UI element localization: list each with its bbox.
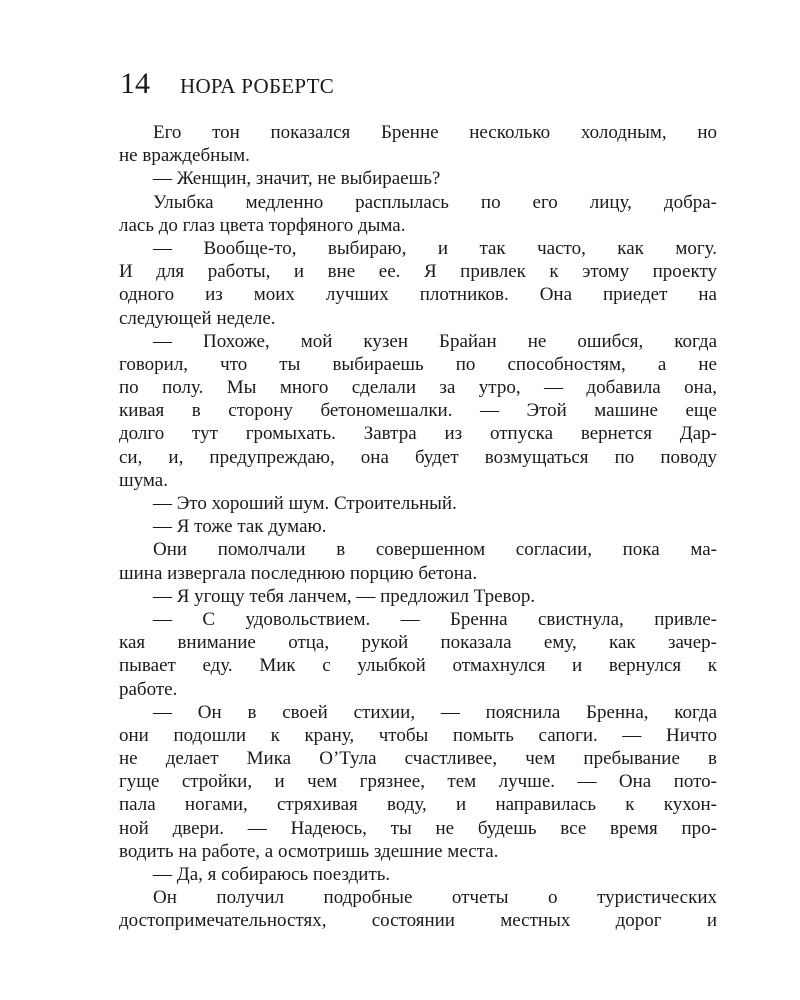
text-line: Они помолчали в совершенном согласии, пока ма-	[153, 539, 717, 561]
text-line: шина извергала последнюю порцию бетона.	[119, 562, 478, 584]
text-line: долго тут громыхать. Завтра из отпуска вернется Дар-	[119, 423, 717, 445]
text-line: говорил, что ты выбираешь по способностям, а не	[119, 353, 717, 375]
text-line: — Вообще-то, выбираю, и так часто, как могу.	[153, 237, 717, 259]
text-line: — Он в своей стихии, — пояснила Бренна, когда	[153, 701, 717, 723]
text-line: И для работы, и вне ее. Я привлек к этому проекту	[119, 261, 717, 283]
text-line: — Похоже, мой кузен Брайан не ошибся, когда	[153, 330, 717, 352]
text-line: не делает Мика О’Тула счастливее, чем пребывание в	[119, 748, 717, 770]
text-line: достопримечательностях, состоянии местных дорог и	[119, 910, 717, 932]
text-line: — С удовольствием. — Бренна свистнула, привле-	[153, 608, 717, 630]
text-line: следующей неделе.	[119, 307, 276, 329]
text-line: Его тон показался Бренне несколько холодным, но	[153, 122, 717, 143]
text-line: они подошли к крану, чтобы помыть сапоги. — Ничто	[119, 724, 717, 746]
running-head	[120, 64, 334, 104]
text-line: одного из моих лучших плотников. Она приедет на	[119, 284, 717, 306]
text-line: — Это хороший шум. Строительный.	[153, 493, 457, 514]
text-line: Он получил подробные отчеты о туристических	[153, 887, 717, 909]
text-line: шума.	[119, 469, 168, 491]
text-line: кивая в сторону бетономешалки. — Этой машине еще	[119, 400, 717, 422]
text-line: кая внимание отца, рукой показала ему, как зачер-	[119, 632, 717, 654]
text-line: лась до глаз цвета торфяного дыма.	[119, 214, 406, 236]
text-line: — Я угощу тебя ланчем, — предложил Тревор.	[153, 585, 536, 607]
text-line: пывает еду. Мик с улыбкой отмахнулся и вернулся к	[119, 655, 717, 677]
body-text	[119, 121, 717, 933]
text-line: — Я тоже так думаю.	[153, 516, 327, 538]
text-line: по полу. Мы много сделали за утро, — добавила она,	[119, 377, 717, 399]
page-number: 14	[120, 67, 150, 100]
text-line: не враждебным.	[119, 145, 250, 167]
text-line: работе.	[119, 678, 178, 700]
text-line: си, и, предупреждаю, она будет возмущаться по поводу	[119, 446, 717, 468]
text-line: гуще стройки, и чем грязнее, тем лучше. — Она пото-	[119, 771, 717, 793]
text-line: пала ногами, стряхивая воду, и направилась к кухон-	[119, 794, 717, 816]
text-line: водить на работе, а осмотришь здешние места.	[119, 840, 499, 862]
text-line: — Да, я собираюсь поездить.	[153, 864, 391, 885]
text-line: Улыбка медленно расплылась по его лицу, добра-	[153, 191, 717, 213]
running-head-author: НОРА РОБЕРТС	[180, 74, 335, 98]
text-line: — Женщин, значит, не выбираешь?	[153, 168, 441, 190]
text-line: ной двери. — Надеюсь, ты не будешь все время про-	[119, 817, 717, 839]
